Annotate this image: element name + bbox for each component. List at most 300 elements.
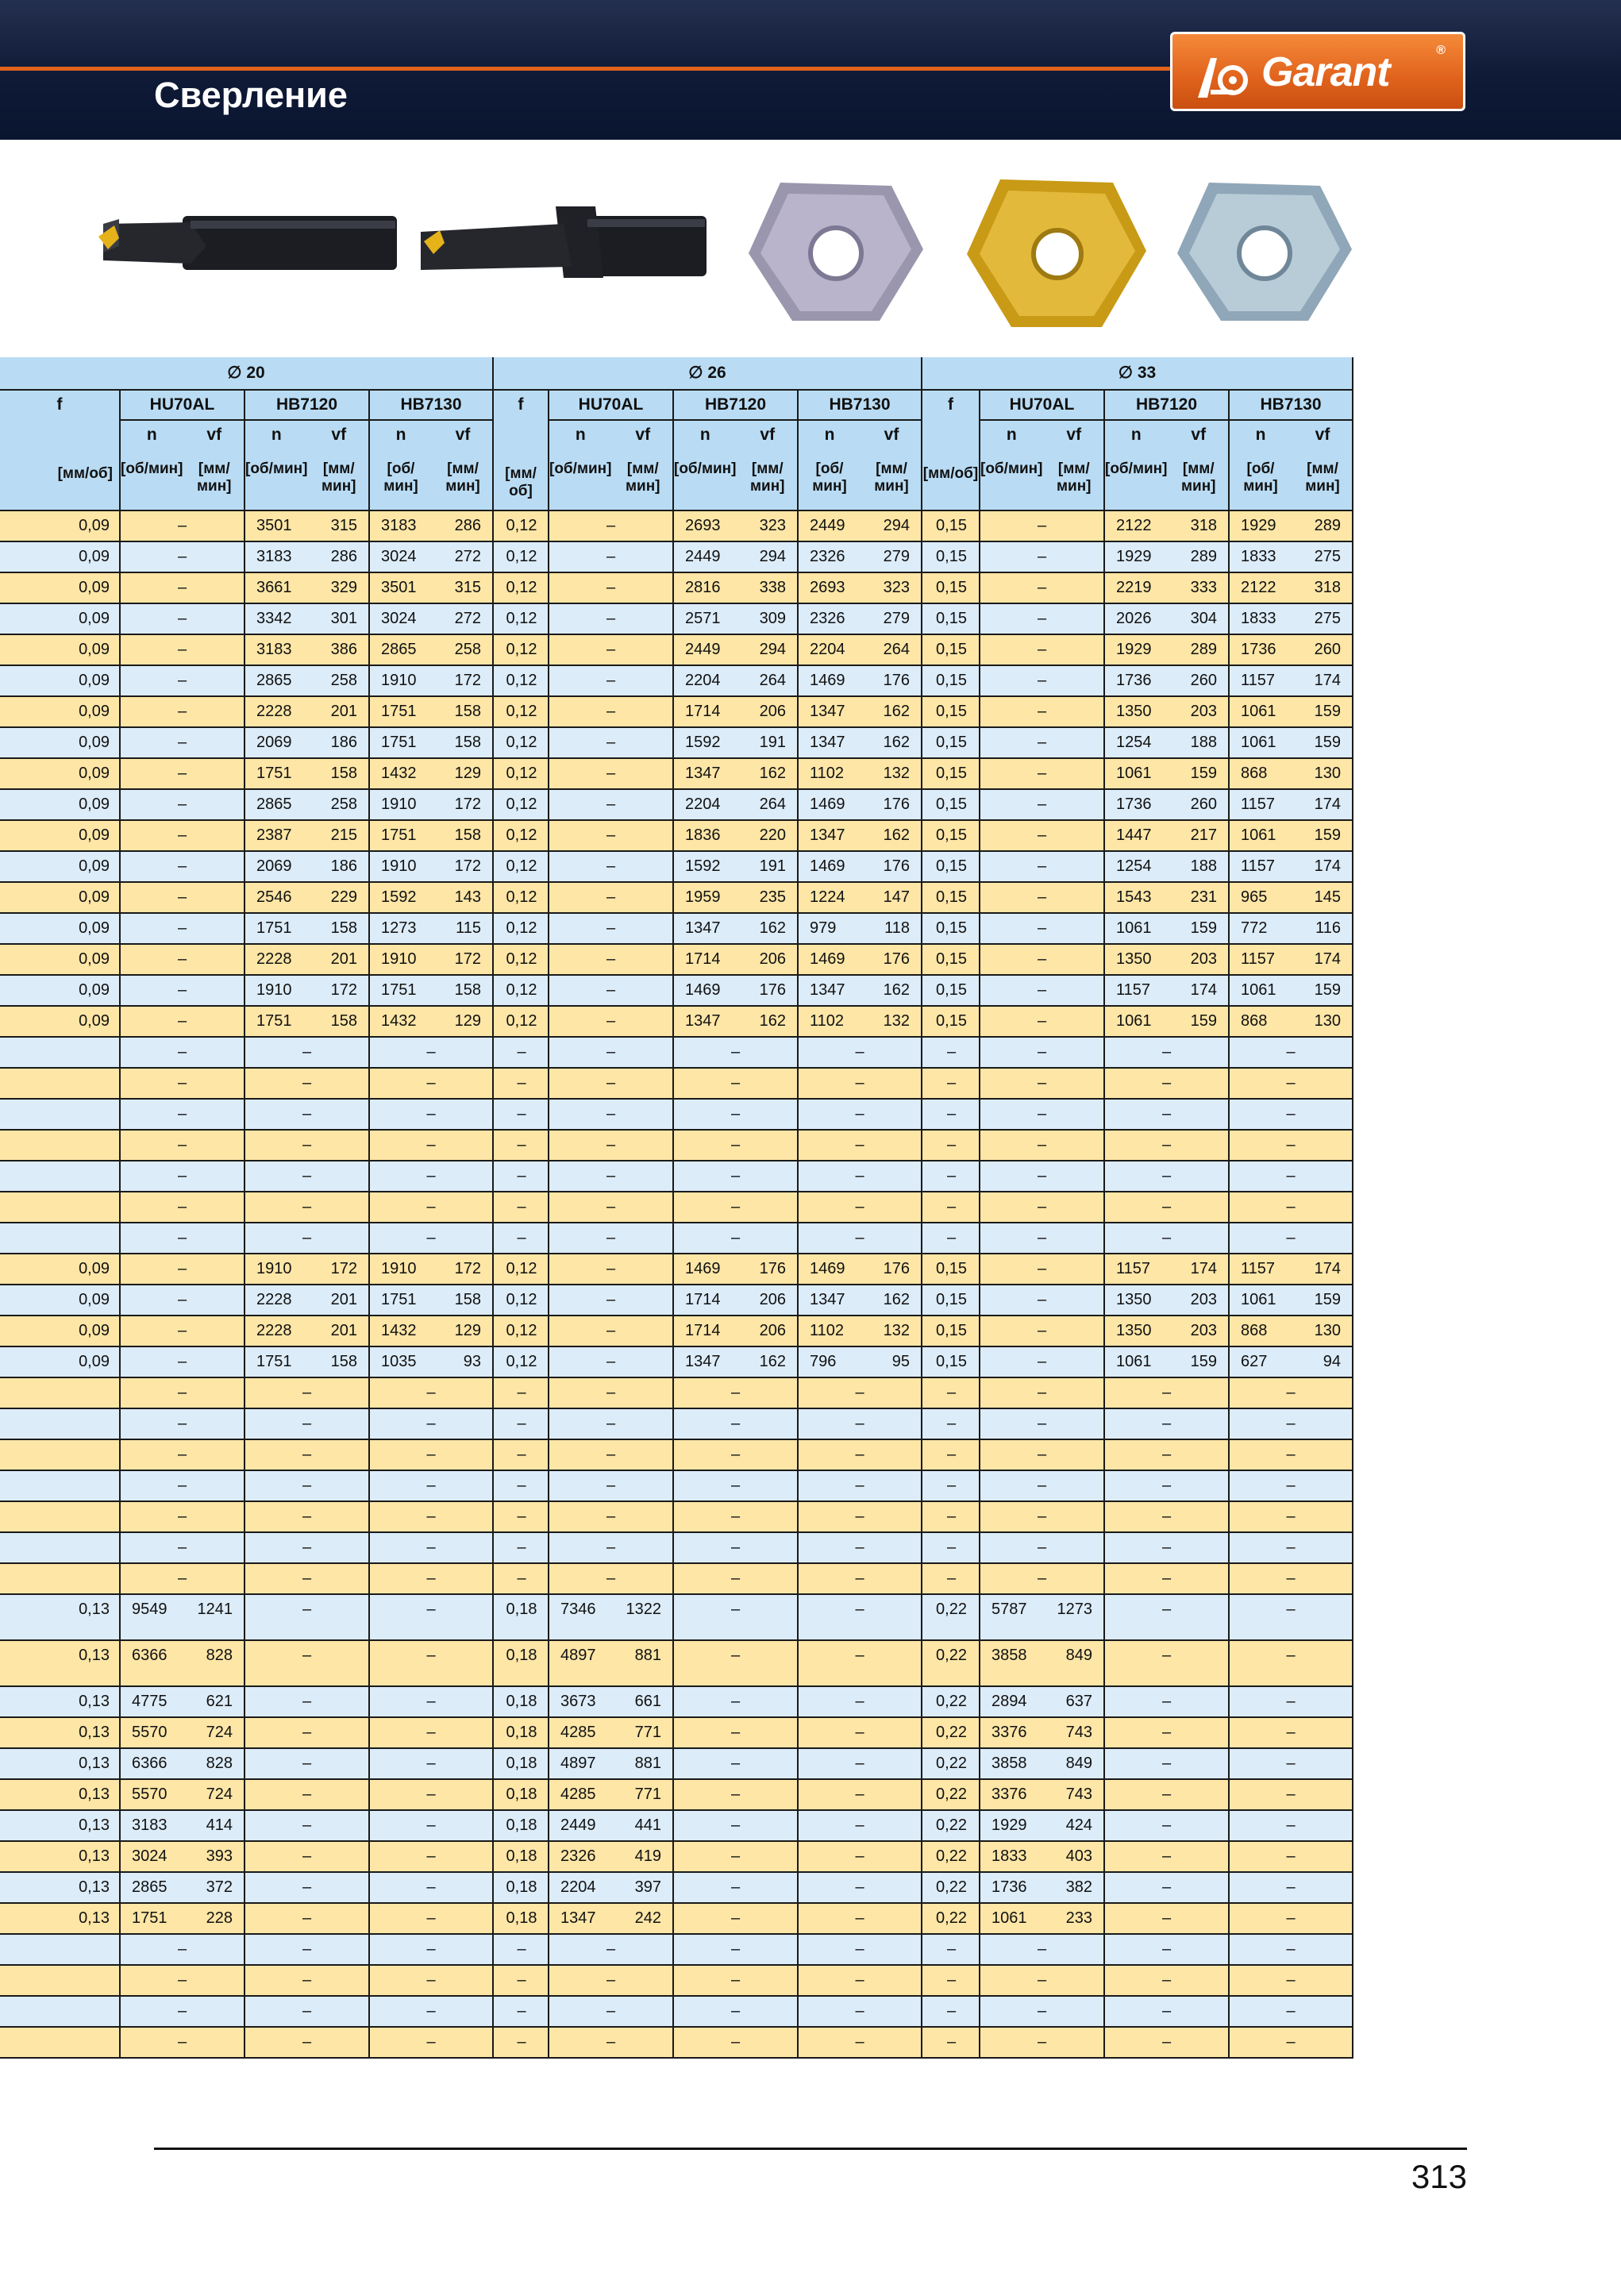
grade-cell bbox=[980, 1749, 1105, 1778]
vf-value: 186 bbox=[330, 857, 357, 875]
feed-cell bbox=[0, 1347, 121, 1377]
cell-value: – bbox=[606, 517, 616, 534]
grade-cell bbox=[245, 883, 370, 912]
n-value: 1347 bbox=[685, 1353, 721, 1370]
feed-cell bbox=[494, 1471, 549, 1500]
grade-cell bbox=[1230, 666, 1353, 695]
vf-unit: [мм/мин] bbox=[625, 460, 660, 495]
insert-gold-image bbox=[962, 175, 1151, 333]
grade-cell bbox=[121, 759, 245, 788]
page-title: Сверление bbox=[154, 75, 348, 115]
grade-cell bbox=[245, 1533, 370, 1562]
feed-cell bbox=[0, 666, 121, 695]
cell-value: – bbox=[1286, 1508, 1296, 1525]
cell-value: – bbox=[426, 1446, 436, 1463]
grade-cell bbox=[1105, 1502, 1230, 1531]
feed-cell bbox=[0, 1687, 121, 1716]
cell-value: – bbox=[730, 1136, 741, 1154]
vf-value: 743 bbox=[1065, 1786, 1092, 1803]
feed-value: – bbox=[517, 1136, 526, 1154]
grade-cell bbox=[121, 790, 245, 819]
vf-value: 203 bbox=[1190, 1291, 1217, 1308]
cell-value: – bbox=[855, 1724, 864, 1741]
n-value: 1910 bbox=[381, 672, 417, 689]
vf-value: 143 bbox=[454, 888, 481, 906]
grade-cell bbox=[799, 511, 922, 541]
cell-value: – bbox=[426, 2033, 436, 2051]
cell-value: – bbox=[177, 857, 187, 875]
header-accent-line bbox=[0, 67, 1175, 71]
grade-cell bbox=[1230, 945, 1353, 974]
grade-cell bbox=[980, 1378, 1105, 1408]
n-value: 2865 bbox=[381, 641, 417, 658]
feed-cell bbox=[494, 1161, 549, 1191]
vf-value: 188 bbox=[1190, 857, 1217, 875]
vf-value: 242 bbox=[634, 1909, 661, 1927]
n-value: 1469 bbox=[685, 1260, 721, 1277]
feed-cell bbox=[0, 1842, 121, 1871]
table-row bbox=[0, 1285, 1353, 1316]
grade-cell bbox=[674, 1641, 799, 1685]
cell-value: – bbox=[606, 765, 616, 782]
speed-feed-unit-header bbox=[549, 421, 674, 511]
grade-cell bbox=[799, 697, 922, 726]
grade-cell bbox=[980, 728, 1105, 757]
grade-cell bbox=[121, 1440, 245, 1470]
vf-value: 315 bbox=[454, 579, 481, 596]
grade-cell bbox=[245, 1641, 370, 1685]
cell-value: – bbox=[606, 1446, 616, 1463]
cell-value: – bbox=[1286, 1909, 1296, 1927]
grade-cell bbox=[799, 1471, 922, 1500]
feed-unit-label: [мм/об] bbox=[494, 421, 549, 511]
feed-value: – bbox=[946, 1940, 957, 1958]
table-row bbox=[0, 1100, 1353, 1131]
insert-silver-image bbox=[1173, 178, 1356, 329]
n-value: 6366 bbox=[132, 1755, 167, 1772]
grade-header: HB7120 bbox=[1105, 391, 1230, 421]
vf-value: 132 bbox=[883, 765, 910, 782]
grade-cell bbox=[1105, 1935, 1230, 1964]
grade-cell bbox=[370, 1038, 494, 1067]
vf-value: 289 bbox=[1190, 641, 1217, 658]
feed-unit-label: [мм/об] bbox=[922, 421, 980, 511]
n-value: 1061 bbox=[1241, 981, 1276, 999]
feed-value: 0,15 bbox=[936, 1012, 967, 1030]
grade-cell bbox=[1230, 1780, 1353, 1809]
grade-cell bbox=[549, 1471, 674, 1500]
vf-value: 172 bbox=[330, 981, 357, 999]
grade-cell bbox=[980, 1440, 1105, 1470]
grade-cell bbox=[245, 1811, 370, 1840]
grade-cell bbox=[121, 1007, 245, 1036]
grade-cell bbox=[1105, 914, 1230, 943]
grade-cell bbox=[799, 1285, 922, 1315]
grade-cell bbox=[549, 573, 674, 603]
cell-value: – bbox=[855, 1878, 864, 1896]
grade-cell bbox=[245, 1873, 370, 1902]
feed-cell bbox=[0, 1007, 121, 1036]
n-value: 796 bbox=[810, 1353, 837, 1370]
vf-value: 162 bbox=[883, 1291, 910, 1308]
grade-cell bbox=[799, 1935, 922, 1964]
grade-cell bbox=[980, 697, 1105, 726]
grade-cell bbox=[1105, 2028, 1230, 2057]
n-value: 5787 bbox=[991, 1601, 1027, 1618]
n-value: 1254 bbox=[1116, 857, 1152, 875]
vf-value: 162 bbox=[759, 765, 786, 782]
grade-cell bbox=[799, 1687, 922, 1716]
n-value: 2865 bbox=[256, 672, 292, 689]
n-value: 1157 bbox=[1241, 1260, 1276, 1277]
vf-value: 294 bbox=[759, 548, 786, 565]
grade-cell bbox=[549, 1347, 674, 1377]
cell-value: – bbox=[302, 1601, 312, 1618]
grade-cell bbox=[549, 1161, 674, 1191]
feed-value: 0,15 bbox=[936, 734, 967, 751]
vf-value: 130 bbox=[1314, 1012, 1341, 1030]
vf-value: 386 bbox=[330, 641, 357, 658]
garant-logo-icon bbox=[1196, 52, 1255, 99]
vf-value: 294 bbox=[759, 641, 786, 658]
feed-cell bbox=[922, 1347, 980, 1377]
grade-cell bbox=[370, 1564, 494, 1593]
grade-cell bbox=[549, 1502, 674, 1531]
table-row bbox=[0, 1997, 1353, 2028]
grade-cell bbox=[549, 1223, 674, 1253]
feed-value: 0,09 bbox=[79, 579, 110, 596]
feed-value: 0,09 bbox=[79, 888, 110, 906]
n-value: 1959 bbox=[685, 888, 721, 906]
feed-value: 0,12 bbox=[506, 857, 537, 875]
feed-value: – bbox=[946, 2002, 957, 2020]
grade-cell bbox=[245, 1595, 370, 1639]
n-value: 1061 bbox=[1241, 703, 1276, 720]
grade-cell bbox=[370, 604, 494, 634]
cell-value: – bbox=[1161, 1816, 1172, 1834]
cell-value: – bbox=[426, 1105, 436, 1123]
n-value: 3673 bbox=[560, 1693, 596, 1710]
table-row bbox=[0, 1223, 1353, 1254]
cell-value: – bbox=[1286, 1105, 1296, 1123]
grade-cell bbox=[549, 1811, 674, 1840]
feed-value: 0,13 bbox=[79, 1816, 110, 1834]
n-value: 3024 bbox=[381, 610, 417, 627]
feed-cell bbox=[0, 1533, 121, 1562]
table-row bbox=[0, 883, 1353, 914]
feed-value: 0,22 bbox=[936, 1693, 967, 1710]
cell-value: – bbox=[1037, 1477, 1047, 1494]
vf-value: 201 bbox=[330, 1291, 357, 1308]
feed-value: 0,15 bbox=[936, 981, 967, 999]
grade-cell bbox=[1105, 1347, 1230, 1377]
grade-cell bbox=[799, 573, 922, 603]
grade-cell bbox=[121, 511, 245, 541]
table-header-diameters bbox=[0, 357, 1353, 391]
feed-cell bbox=[922, 1873, 980, 1902]
grade-cell bbox=[121, 1347, 245, 1377]
feed-cell bbox=[0, 1502, 121, 1531]
vf-label: vf bbox=[884, 426, 899, 444]
feed-value: 0,15 bbox=[936, 765, 967, 782]
n-label: n bbox=[824, 426, 835, 444]
grade-cell bbox=[980, 2028, 1105, 2057]
vf-value: 294 bbox=[883, 517, 910, 534]
vf-value: 158 bbox=[454, 826, 481, 844]
n-value: 2069 bbox=[256, 857, 292, 875]
grade-cell bbox=[980, 976, 1105, 1005]
n-value: 2816 bbox=[685, 579, 721, 596]
grade-cell bbox=[549, 1595, 674, 1639]
n-value: 1061 bbox=[1241, 826, 1276, 844]
grade-cell bbox=[121, 1533, 245, 1562]
feed-cell bbox=[922, 1316, 980, 1346]
feed-cell bbox=[922, 1997, 980, 2026]
vf-value: 771 bbox=[634, 1786, 661, 1803]
n-value: 3858 bbox=[991, 1647, 1027, 1664]
vf-value: 174 bbox=[1314, 672, 1341, 689]
grade-cell bbox=[549, 1873, 674, 1902]
cell-value: – bbox=[730, 1105, 741, 1123]
grade-cell bbox=[674, 821, 799, 850]
feed-value: 0,13 bbox=[79, 1601, 110, 1618]
n-value: 3183 bbox=[132, 1816, 167, 1834]
n-value: 1432 bbox=[381, 1322, 417, 1339]
grade-cell bbox=[1105, 1038, 1230, 1067]
cell-value: – bbox=[426, 1167, 436, 1185]
grade-cell bbox=[370, 1502, 494, 1531]
cell-value: – bbox=[855, 1105, 864, 1123]
vf-value: 279 bbox=[883, 548, 910, 565]
feed-cell bbox=[494, 1131, 549, 1160]
vf-value: 260 bbox=[1190, 672, 1217, 689]
feed-value: 0,12 bbox=[506, 703, 537, 720]
cell-value: – bbox=[730, 1647, 741, 1664]
grade-cell bbox=[1230, 914, 1353, 943]
n-value: 2693 bbox=[810, 579, 845, 596]
cell-value: – bbox=[855, 1415, 864, 1432]
grade-cell bbox=[121, 1997, 245, 2026]
grade-cell bbox=[1230, 1471, 1353, 1500]
cell-value: – bbox=[1161, 1647, 1172, 1664]
cell-value: – bbox=[730, 1786, 741, 1803]
cell-value: – bbox=[1037, 826, 1047, 844]
grade-cell bbox=[370, 914, 494, 943]
vf-value: 215 bbox=[330, 826, 357, 844]
grade-cell bbox=[121, 1502, 245, 1531]
grade-cell bbox=[121, 635, 245, 665]
n-label: n bbox=[1006, 426, 1017, 444]
cell-value: – bbox=[1037, 1508, 1047, 1525]
grade-cell bbox=[980, 1718, 1105, 1747]
grade-cell bbox=[1105, 1641, 1230, 1685]
cell-value: – bbox=[302, 1940, 312, 1958]
feed-cell bbox=[0, 945, 121, 974]
feed-value: – bbox=[946, 1415, 957, 1432]
vf-value: 159 bbox=[1314, 703, 1341, 720]
vf-value: 176 bbox=[759, 1260, 786, 1277]
grade-cell bbox=[674, 1192, 799, 1222]
vf-value: 132 bbox=[883, 1012, 910, 1030]
vf-unit: [мм/мин] bbox=[1056, 460, 1092, 495]
table-row bbox=[0, 1780, 1353, 1811]
grade-cell bbox=[1105, 759, 1230, 788]
grade-cell bbox=[1230, 1038, 1353, 1067]
vf-value: 286 bbox=[454, 517, 481, 534]
feed-cell bbox=[494, 728, 549, 757]
feed-value: – bbox=[517, 1043, 526, 1061]
grade-cell bbox=[1105, 1842, 1230, 1871]
grade-cell bbox=[799, 728, 922, 757]
grade-cell bbox=[370, 852, 494, 881]
grade-cell bbox=[674, 1007, 799, 1036]
feed-cell bbox=[0, 1409, 121, 1439]
cell-value: – bbox=[855, 1693, 864, 1710]
n-value: 3024 bbox=[132, 1847, 167, 1865]
grade-cell bbox=[370, 1161, 494, 1191]
grade-cell bbox=[799, 852, 922, 881]
grade-cell bbox=[799, 2028, 922, 2057]
n-value: 1035 bbox=[381, 1353, 417, 1370]
n-value: 3501 bbox=[256, 517, 292, 534]
grade-cell bbox=[1105, 1471, 1230, 1500]
vf-value: 176 bbox=[883, 672, 910, 689]
grade-cell bbox=[245, 1440, 370, 1470]
cell-value: – bbox=[1037, 1229, 1047, 1246]
grade-cell bbox=[370, 697, 494, 726]
cell-value: – bbox=[177, 610, 187, 627]
grade-cell bbox=[799, 1192, 922, 1222]
grade-cell bbox=[121, 1966, 245, 1995]
feed-value: 0,12 bbox=[506, 641, 537, 658]
feed-cell bbox=[494, 883, 549, 912]
cell-value: – bbox=[606, 1384, 616, 1401]
grade-cell bbox=[549, 666, 674, 695]
grade-header: HB7120 bbox=[245, 391, 370, 421]
cell-value: – bbox=[606, 796, 616, 813]
feed-cell bbox=[0, 1780, 121, 1809]
cell-value: – bbox=[302, 1786, 312, 1803]
grade-cell bbox=[245, 1687, 370, 1716]
cell-value: – bbox=[177, 1229, 187, 1246]
n-unit: [об/мин] bbox=[812, 460, 847, 495]
cell-value: – bbox=[855, 1508, 864, 1525]
vf-value: 828 bbox=[206, 1755, 233, 1772]
feed-value: – bbox=[946, 1229, 957, 1246]
feed-value: 0,15 bbox=[936, 857, 967, 875]
grade-cell bbox=[370, 728, 494, 757]
table-row bbox=[0, 1595, 1353, 1641]
grade-cell bbox=[549, 1904, 674, 1933]
grade-cell bbox=[1230, 1069, 1353, 1098]
n-value: 1447 bbox=[1116, 826, 1152, 844]
cell-value: – bbox=[855, 1816, 864, 1834]
cell-value: – bbox=[1037, 2002, 1047, 2020]
n-value: 1751 bbox=[381, 826, 417, 844]
cell-value: – bbox=[426, 1601, 436, 1618]
grade-cell bbox=[370, 1285, 494, 1315]
n-value: 3376 bbox=[991, 1724, 1027, 1741]
feed-value: 0,15 bbox=[936, 796, 967, 813]
grade-cell bbox=[370, 1533, 494, 1562]
feed-cell bbox=[0, 1285, 121, 1315]
grade-cell bbox=[980, 1007, 1105, 1036]
feed-value: 0,13 bbox=[79, 1755, 110, 1772]
cell-value: – bbox=[730, 1693, 741, 1710]
grade-cell bbox=[370, 821, 494, 850]
feed-value: – bbox=[946, 1074, 957, 1092]
grade-cell bbox=[799, 1069, 922, 1098]
cell-value: – bbox=[855, 2033, 864, 2051]
cell-value: – bbox=[855, 1043, 864, 1061]
grade-cell bbox=[245, 1192, 370, 1222]
grade-cell bbox=[1105, 1966, 1230, 1995]
feed-cell bbox=[922, 1749, 980, 1778]
n-value: 1469 bbox=[685, 981, 721, 999]
feed-value: 0,12 bbox=[506, 826, 537, 844]
feed-value: – bbox=[946, 1043, 957, 1061]
cell-value: – bbox=[177, 1508, 187, 1525]
vf-value: 206 bbox=[759, 1322, 786, 1339]
n-value: 2387 bbox=[256, 826, 292, 844]
cell-value: – bbox=[426, 1508, 436, 1525]
grade-cell bbox=[980, 1409, 1105, 1439]
table-row bbox=[0, 1502, 1353, 1533]
cell-value: – bbox=[1286, 1415, 1296, 1432]
cell-value: – bbox=[426, 1909, 436, 1927]
feed-value: 0,18 bbox=[506, 1601, 537, 1618]
cell-value: – bbox=[426, 2002, 436, 2020]
grade-cell bbox=[121, 852, 245, 881]
grade-cell bbox=[674, 1873, 799, 1902]
grade-cell bbox=[799, 1564, 922, 1593]
vf-value: 849 bbox=[1065, 1647, 1092, 1664]
n-value: 1157 bbox=[1116, 981, 1151, 999]
feed-value: 0,15 bbox=[936, 641, 967, 658]
cell-value: – bbox=[302, 1508, 312, 1525]
cell-value: – bbox=[302, 1878, 312, 1896]
feed-cell bbox=[922, 914, 980, 943]
feed-cell bbox=[494, 1223, 549, 1253]
grade-cell bbox=[1105, 1007, 1230, 1036]
cell-value: – bbox=[1037, 1322, 1047, 1339]
feed-value: 0,22 bbox=[936, 1647, 967, 1664]
grade-cell bbox=[245, 511, 370, 541]
grade-cell bbox=[1230, 1161, 1353, 1191]
feed-value: 0,15 bbox=[936, 672, 967, 689]
grade-cell bbox=[980, 1192, 1105, 1222]
feed-cell bbox=[494, 1935, 549, 1964]
n-value: 3661 bbox=[256, 579, 292, 596]
cell-value: – bbox=[426, 1940, 436, 1958]
grade-cell bbox=[1105, 1316, 1230, 1346]
vf-value: 172 bbox=[454, 796, 481, 813]
n-value: 1102 bbox=[810, 1322, 845, 1339]
feed-cell bbox=[0, 1254, 121, 1284]
vf-value: 289 bbox=[1314, 517, 1341, 534]
n-value: 1061 bbox=[1241, 1291, 1276, 1308]
grade-cell bbox=[674, 1316, 799, 1346]
cell-value: – bbox=[1286, 1477, 1296, 1494]
n-value: 1157 bbox=[1241, 672, 1276, 689]
feed-cell bbox=[922, 2028, 980, 2057]
cell-value: – bbox=[1286, 1847, 1296, 1865]
grade-cell bbox=[1105, 1131, 1230, 1160]
grade-cell bbox=[799, 1718, 922, 1747]
n-value: 1469 bbox=[810, 950, 845, 968]
n-value: 1061 bbox=[1116, 765, 1152, 782]
cell-value: – bbox=[606, 1539, 616, 1556]
